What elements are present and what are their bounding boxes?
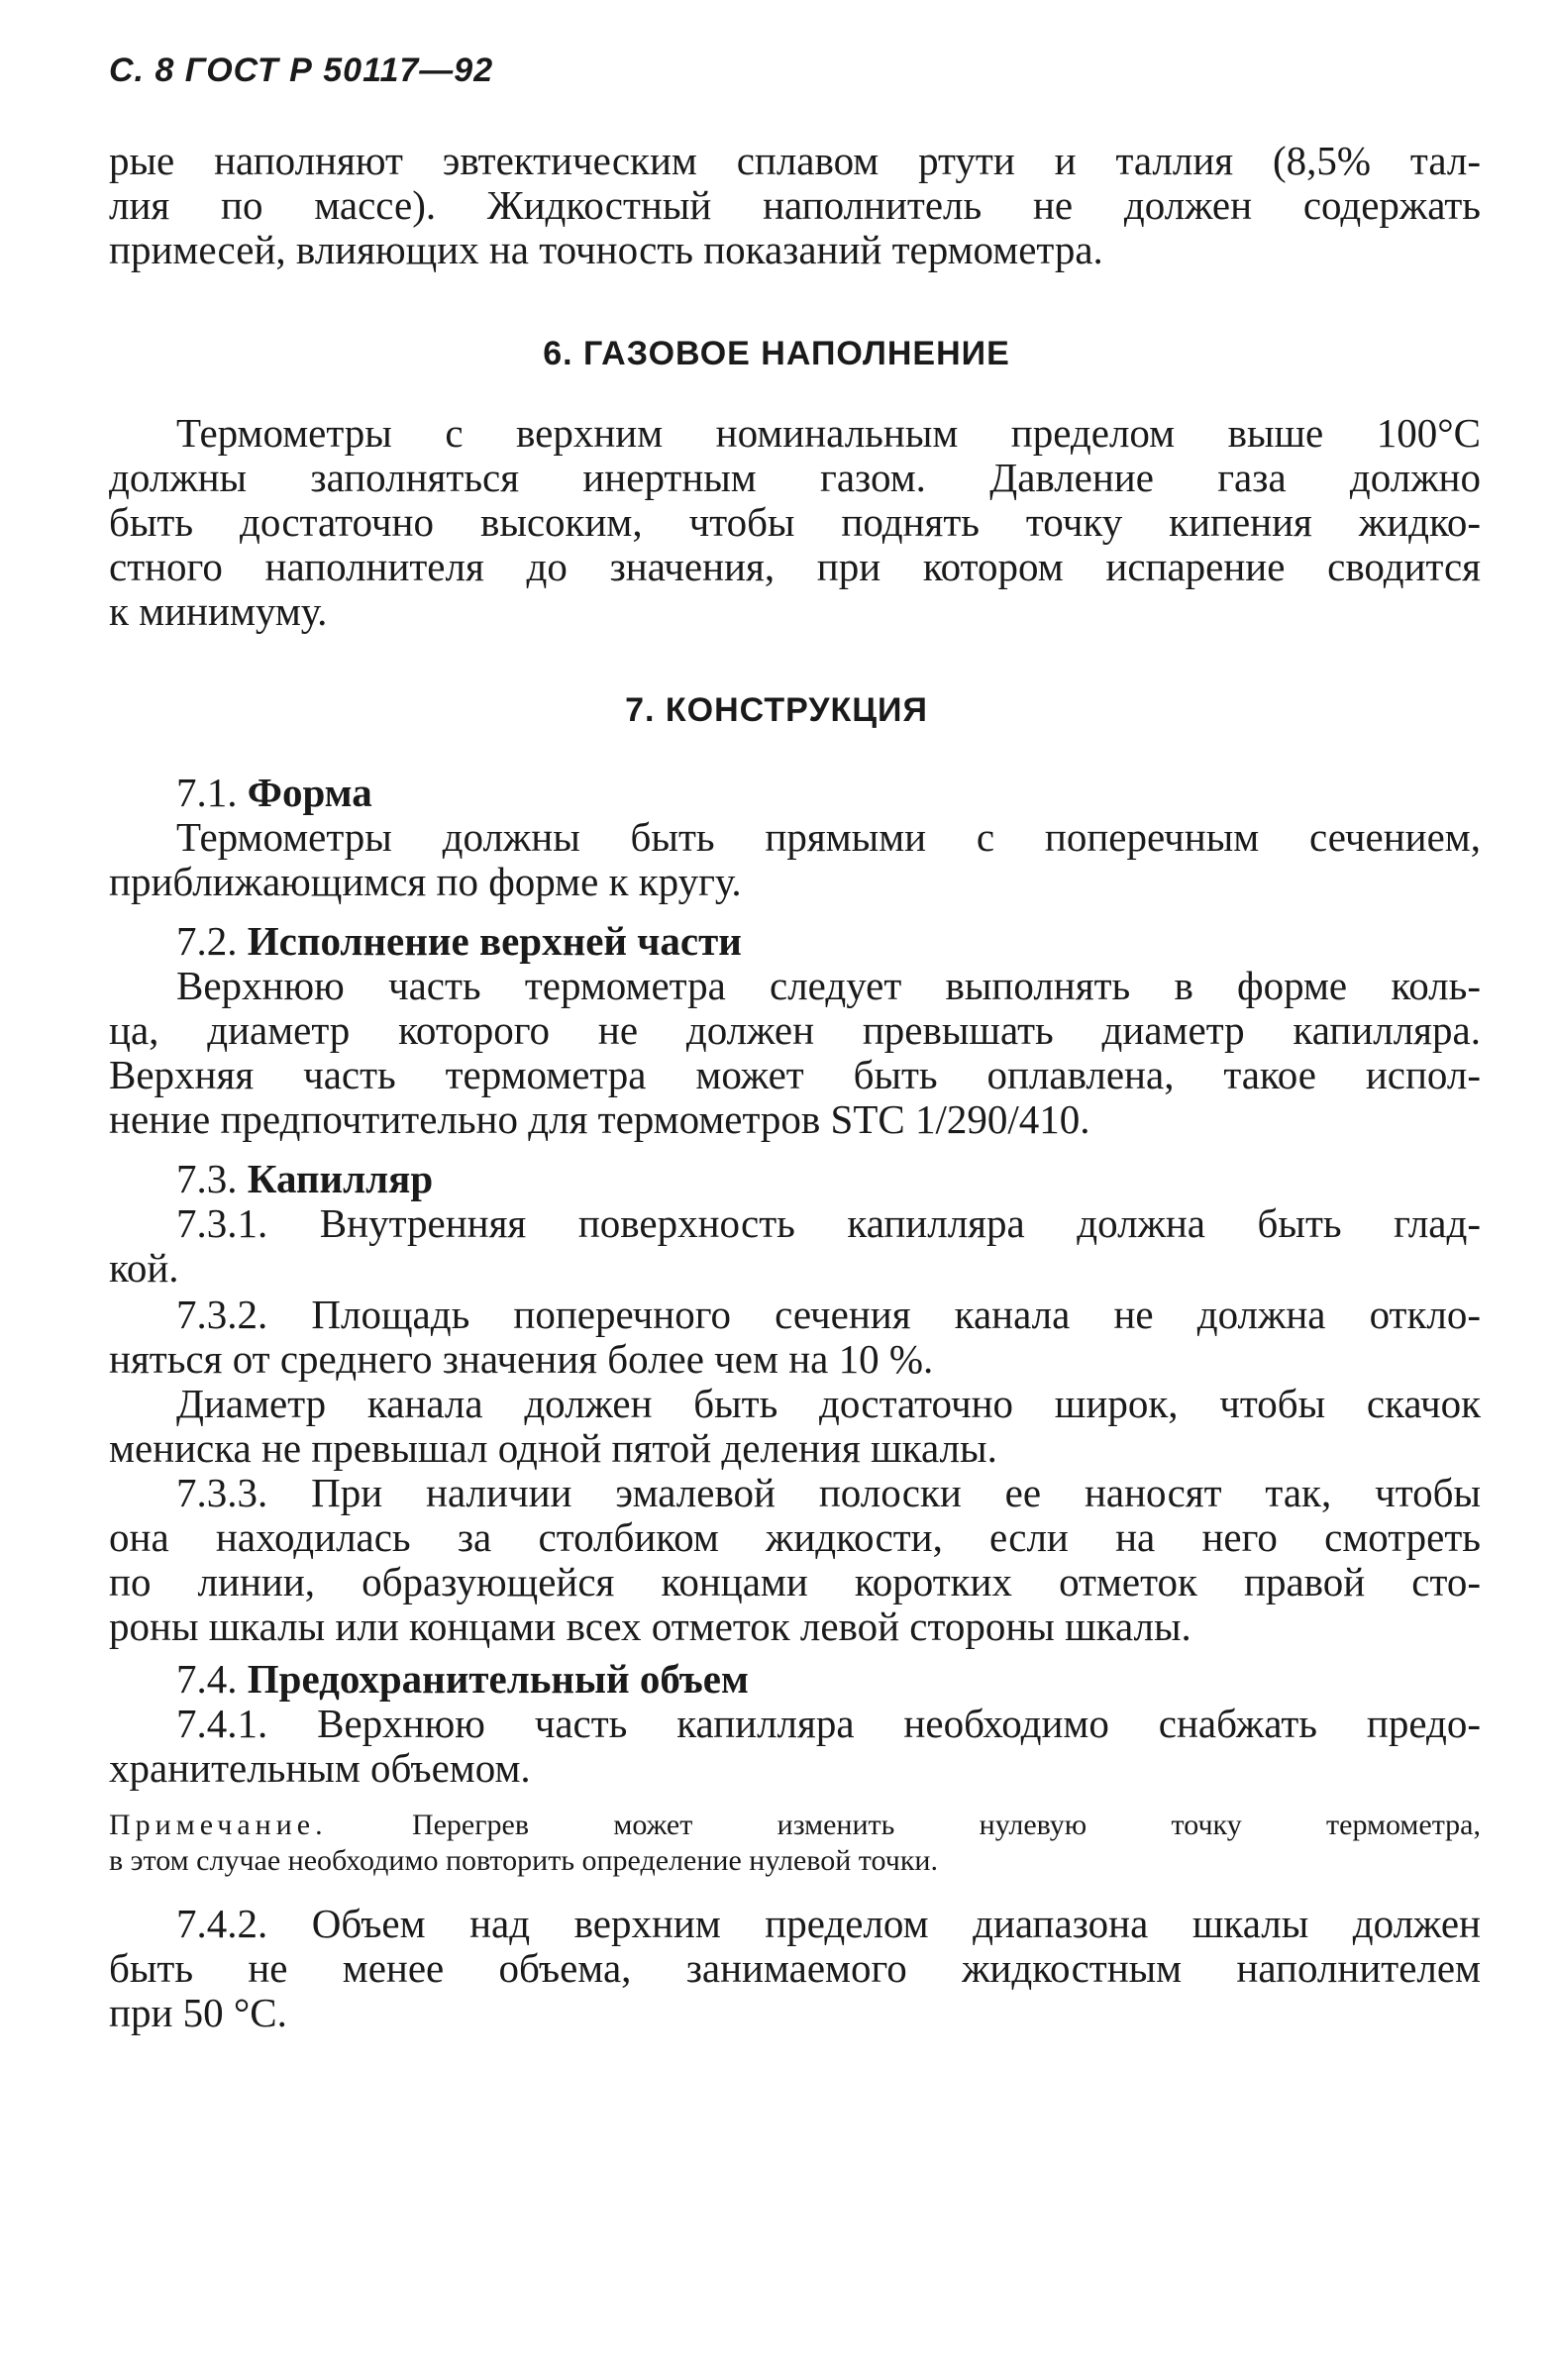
subsection-7-3-2-paragraph — [109, 1293, 1481, 1382]
text-line: мениска не превышал одной пятой деления шкалы. — [109, 1425, 997, 1471]
text-line: по линии, образующейся концами коротких отметок правой сто- — [109, 1559, 1481, 1604]
subsection-7-3-heading — [176, 1157, 433, 1201]
text-line: 7.3.2. Площадь поперечного сечения канала не должна откло- — [176, 1292, 1481, 1337]
subsection-7-3-2-continuation — [109, 1382, 1481, 1471]
text-line: Диаметр канала должен быть достаточно широк, чтобы скачок — [176, 1381, 1481, 1426]
text-line: при 50 °С. — [109, 1990, 287, 2035]
page-header: С. 8 ГОСТ Р 50117—92 — [109, 52, 494, 89]
text-line: к минимуму. — [109, 588, 328, 634]
subsection-number: 7.2. — [176, 918, 238, 964]
text-line: 7.4.2. Объем над верхним пределом диапазона шкалы должен — [176, 1901, 1481, 1946]
text-line: роны шкалы или концами всех отметок левой стороны шкалы. — [109, 1604, 1191, 1649]
text-line: Верхняя часть термометра может быть оплавлена, такое испол- — [109, 1052, 1481, 1097]
subsection-title: Форма — [247, 770, 372, 815]
section-6-paragraph — [109, 411, 1481, 634]
note-label: Примечание. — [109, 1809, 328, 1841]
text-line: ца, диаметр которого не должен превышать диаметр капилляра. — [109, 1007, 1481, 1053]
subsection-7-2-paragraph — [109, 964, 1481, 1142]
subsection-title: Предохранительный объем — [247, 1656, 749, 1702]
text-line: быть достаточно высоким, чтобы поднять точку кипения жидко- — [109, 499, 1481, 545]
text-line: примесей, влияющих на точность показаний термометра. — [109, 227, 1103, 272]
text-line: должны заполняться инертным газом. Давление газа должно — [109, 455, 1481, 500]
text-line: кой. — [109, 1245, 179, 1291]
text-line: 7.3.1. Внутренняя поверхность капилляра должна быть глад- — [176, 1200, 1481, 1246]
subsection-7-1-heading — [176, 771, 372, 815]
text-line: хранительным объемом. — [109, 1745, 531, 1791]
note-block — [109, 1808, 1481, 1879]
section-6-title: 6. ГАЗОВОЕ НАПОЛНЕНИЕ — [543, 335, 1010, 372]
subsection-7-1-paragraph — [109, 815, 1481, 904]
subsection-number: 7.4. — [176, 1656, 238, 1702]
text-line: Верхнюю часть термометра следует выполнять в форме коль- — [176, 963, 1481, 1008]
subsection-7-3-1-paragraph — [109, 1201, 1481, 1291]
intro-paragraph — [109, 139, 1481, 272]
subsection-number: 7.3. — [176, 1156, 238, 1201]
text-line: рые наполняют эвтектическим сплавом ртути и таллия (8,5% тал- — [109, 138, 1481, 183]
subsection-title: Исполнение верхней части — [247, 918, 742, 964]
subsection-7-4-2-paragraph — [109, 1902, 1481, 2035]
text-line: няться от среднего значения более чем на 10 %. — [109, 1336, 934, 1382]
subsection-title: Капилляр — [247, 1156, 434, 1201]
subsection-7-2-heading — [176, 919, 742, 964]
text-line: приближающимся по форме к кругу. — [109, 859, 742, 904]
subsection-7-4-heading — [176, 1657, 749, 1702]
note-line: в этом случае необходимо повторить определение нулевой точки. — [109, 1844, 938, 1877]
text-line: стного наполнителя до значения, при котором испарение сводится — [109, 544, 1481, 589]
subsection-7-4-1-paragraph — [109, 1702, 1481, 1791]
note-text: Перегрев может изменить нулевую точку термометра, — [411, 1809, 1481, 1841]
text-line: быть не менее объема, занимаемого жидкостным наполнителем — [109, 1945, 1481, 1991]
subsection-number: 7.1. — [176, 770, 238, 815]
note-line — [109, 1808, 1481, 1843]
subsection-7-3-3-paragraph — [109, 1471, 1481, 1649]
text-line: Термометры с верхним номинальным пределом выше 100°С — [176, 410, 1481, 456]
section-7-title: 7. КОНСТРУКЦИЯ — [625, 691, 928, 729]
text-line: лия по массе). Жидкостный наполнитель не должен содержать — [109, 182, 1481, 228]
text-line: 7.3.3. При наличии эмалевой полоски ее наносят так, чтобы — [176, 1470, 1481, 1515]
text-line: 7.4.1. Верхнюю часть капилляра необходимо снабжать предо- — [176, 1701, 1481, 1746]
text-line: Термометры должны быть прямыми с поперечным сечением, — [176, 814, 1481, 860]
text-line: нение предпочтительно для термометров STC 1/290/410. — [109, 1096, 1090, 1142]
text-line: она находилась за столбиком жидкости, если на него смотреть — [109, 1514, 1481, 1560]
